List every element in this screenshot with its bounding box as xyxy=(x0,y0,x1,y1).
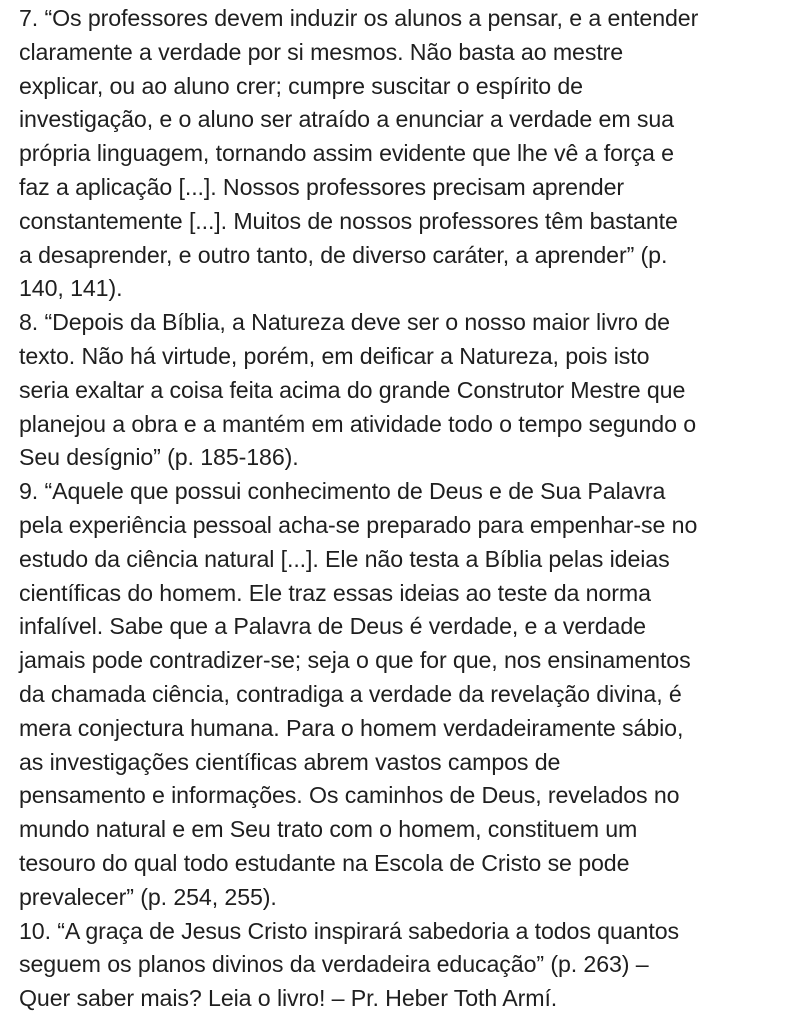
text-line: estudo da ciência natural [...]. Ele não testa a Bíblia pelas ideias xyxy=(19,545,670,572)
text-line: jamais pode contradizer-se; seja o que for que, nos ensinamentos xyxy=(19,647,691,674)
text-line: faz a aplicação [...]. Nossos professores precisam aprender xyxy=(19,173,624,200)
text-line: claramente a verdade por si mesmos. Não basta ao mestre xyxy=(19,38,624,65)
text-line: tesouro do qual todo estudante na Escola de Cristo se pode xyxy=(19,849,630,876)
text-line: pela experiência pessoal acha-se preparado para empenhar-se no xyxy=(19,511,698,538)
text-line: pensamento e informações. Os caminhos de Deus, revelados no xyxy=(19,782,680,809)
text-line: mera conjectura humana. Para o homem verdadeiramente sábio, xyxy=(19,714,684,741)
text-line: constantemente [...]. Muitos de nossos professores têm bastante xyxy=(19,207,678,234)
text-line: 140, 141). xyxy=(19,275,123,302)
text-line: infalível. Sabe que a Palavra de Deus é verdade, e a verdade xyxy=(19,613,646,640)
text-line: as investigações científicas abrem vastos campos de xyxy=(19,748,561,775)
text-line: própria linguagem, tornando assim evidente que lhe vê a força e xyxy=(19,140,674,167)
text-line: 8. “Depois da Bíblia, a Natureza deve ser o nosso maior livro de xyxy=(19,309,670,336)
text-line: da chamada ciência, contradiga a verdade da revelação divina, é xyxy=(19,680,682,707)
text-line: prevalecer” (p. 254, 255). xyxy=(19,883,277,910)
text-line: Quer saber mais? Leia o livro! – Pr. Heber Toth Armí. xyxy=(19,985,558,1012)
text-line: Seu desígnio” (p. 185-186). xyxy=(19,444,299,471)
text-line: 7. “Os professores devem induzir os alunos a pensar, e a entender xyxy=(19,5,699,31)
text-line: investigação, e o aluno ser atraído a enunciar a verdade em sua xyxy=(19,106,674,133)
text-line: planejou a obra e a mantém em atividade todo o tempo segundo o xyxy=(19,410,697,437)
text-line: texto. Não há virtude, porém, em deificar a Natureza, pois isto xyxy=(19,342,650,369)
text-line: seguem os planos divinos da verdadeira educação” (p. 263) – xyxy=(19,951,649,978)
text-line: 9. “Aquele que possui conhecimento de Deus e de Sua Palavra xyxy=(19,478,666,505)
text-line: explicar, ou ao aluno crer; cumpre suscitar o espírito de xyxy=(19,72,583,99)
text-line: a desaprender, e outro tanto, de diverso caráter, a aprender” (p. xyxy=(19,241,668,268)
text-line: 10. “A graça de Jesus Cristo inspirará sabedoria a todos quantos xyxy=(19,917,679,944)
text-line: seria exaltar a coisa feita acima do grande Construtor Mestre que xyxy=(19,376,686,403)
text-line: científicas do homem. Ele traz essas ideias ao teste da norma xyxy=(19,579,651,606)
text-line: mundo natural e em Seu trato com o homem, constituem um xyxy=(19,816,638,843)
